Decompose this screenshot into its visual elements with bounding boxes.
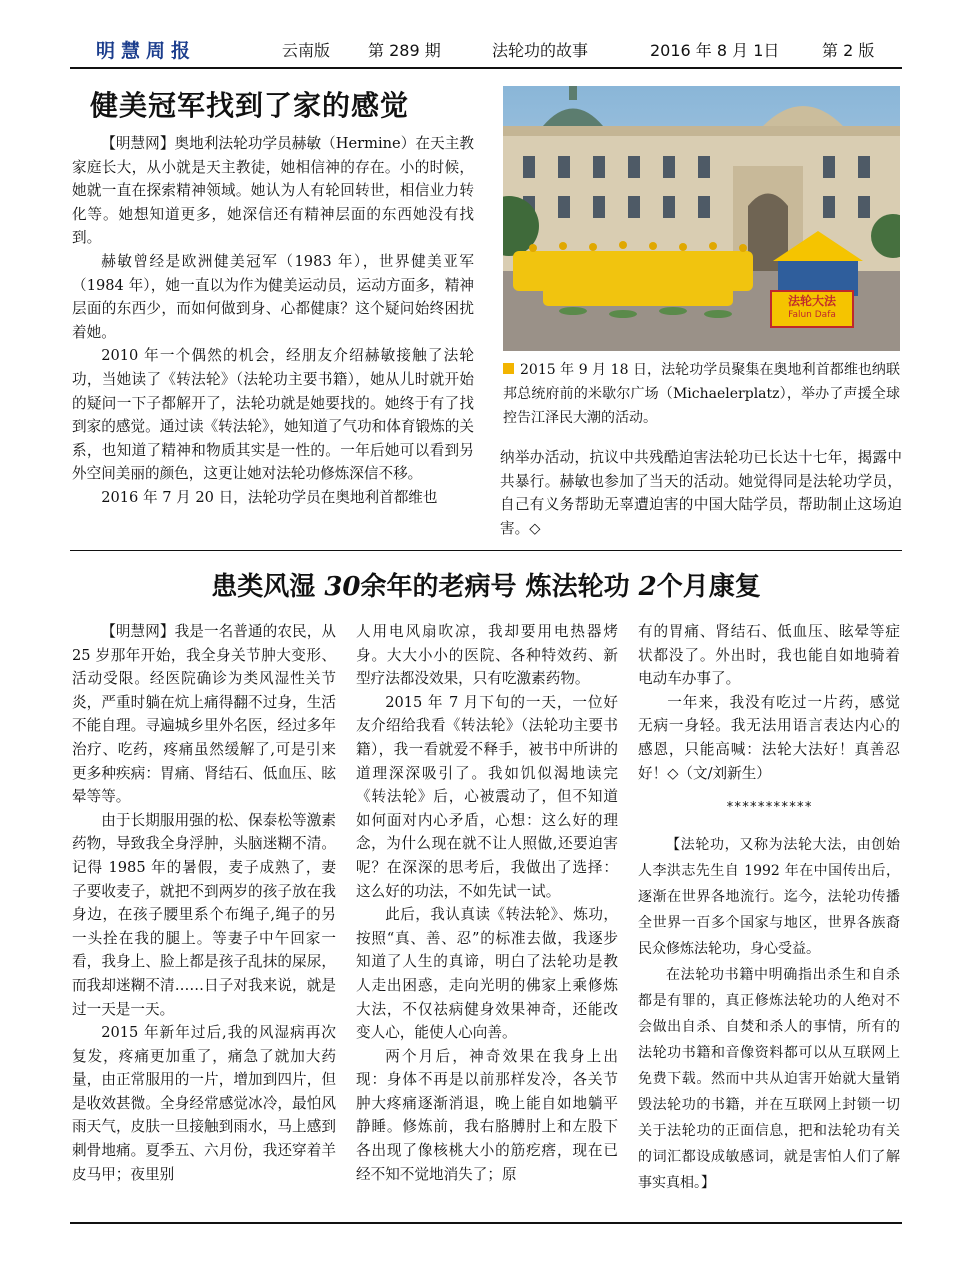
banner-subtext: Falun Dafa <box>788 310 836 320</box>
banner-text: 法轮大法 <box>787 294 836 308</box>
paragraph: 赫敏曾经是欧洲健美冠军（1983 年），世界健美亚军（1984 年），她一直以为作为健美运动员，运动方面多，精神层面的东西少，而如何做到身、心都健康？这个疑问始终困扰着她。 <box>72 252 474 341</box>
caption-text: 2015 年 9 月 18 日，法轮功学员聚集在奥地利首都维也纳联邦总统府前的米歇尔广场（Michaelerplatz），举办了声援全球控告江泽民大潮的活动。 <box>503 362 900 426</box>
section-divider <box>70 550 902 551</box>
photo-caption <box>503 358 900 430</box>
newspaper-logo: 明慧周报 <box>96 40 197 62</box>
page-number: 第 2 版 <box>822 41 875 60</box>
paragraph: 【明慧网】我是一名普通的农民，从 25 岁那年开始，我全身关节肿大变形、活动受限。经医院确诊为类风湿性关节炎，严重时躺在炕上痛得翻不过身，生活不能自理。寻遍城乡里外名医，经过多年治疗、吃药，疼痛虽然缓解了,可是引来更多种疾病：胃痛、肾结石、低血压、眩晕等等。 <box>72 623 336 806</box>
title-number: 2 <box>638 572 657 602</box>
masthead <box>70 34 902 64</box>
paragraph: 人用电风扇吹凉，我却要用电热器烤身。大大小小的医院、各种特效药、新型疗法都没效果，只有吃激素药物。 <box>356 623 618 688</box>
issue-date: 2016 年 8 月 1日 <box>650 41 780 60</box>
paragraph: 一年来，我没有吃过一片药，感觉无病一身轻。我无法用语言表达内心的感恩，只能高喊：法轮大法好！真善忍好！◇（文/刘新生） <box>638 693 900 782</box>
paragraph: 【明慧网】奥地利法轮功学员赫敏（Hermine）在天主教家庭长大，从小就是天主教徒，她相信神的存在。小的时候，她就一直在探索精神领域。她认为人有轮回转世，相信业力转化等。她想知道更多，她深信还有精神层面的东西她没有找到。 <box>72 135 474 247</box>
edition-label: 云南版 <box>282 41 331 60</box>
separator-stars: *********** <box>725 800 813 815</box>
paragraph: 由于长期服用强的松、保泰松等激素药物，导致我全身浮肿，头脑迷糊不清。记得 1985 年的暑假，麦子成熟了，妻子要收麦子，就把不到两岁的孩子放在我身边，在孩子腰里系个布绳子,绳子的另一头拴在我的腿上。等妻子中午回家一看，我身上、脸上都是孩子乱抹的屎尿，而我却迷糊不清……日子对我来说，就是过一天是一天。 <box>72 811 336 1018</box>
event-photo <box>503 86 900 351</box>
article-body <box>72 132 474 510</box>
title-number: 30 <box>324 572 361 602</box>
paragraph: 有的胃痛、肾结石、低血压、眩晕等症状都没了。外出时，我也能自如地骑着电动车办事了。 <box>638 623 900 688</box>
paragraph: 两个月后，神奇效果在我身上出现：身体不再是以前那样发冷，各关节肿大疼痛逐渐消退，晚上能自如地躺平静睡。修炼前，我右胳膊肘上和左股下各出现了像核桃大小的筋疙瘩，现在已经不知不觉地消失了；原 <box>356 1047 618 1183</box>
footer-rule <box>70 1222 902 1224</box>
article2-column-1 <box>72 620 336 1186</box>
article-title: 健美冠军找到了家的感觉 <box>90 89 410 122</box>
title-segment: 余年的老病号 炼法轮功 <box>360 572 630 602</box>
article2-title <box>70 566 902 603</box>
section-name: 法轮功的故事 <box>492 41 589 60</box>
paragraph: 纳举办活动，抗议中共残酷迫害法轮功已长达十七年，揭露中共暴行。赫敏也参加了当天的活动。她觉得同是法轮功学员，自己有义务帮助无辜遭迫害的中国大陆学员，帮助制止这场迫害。◇ <box>500 449 902 537</box>
falun-gong-intro <box>638 832 900 1196</box>
paragraph: 此后，我认真读《转法轮》、炼功，按照“真、善、忍”的标准去做，我逐步知道了人生的真谛，明白了法轮功是教人走出困惑，走向光明的佛家上乘修炼大法，不仅祛病健身效果神奇，还能改变人心，能使人心向善。 <box>356 906 618 1042</box>
paragraph: 2016 年 7 月 20 日，法轮功学员在奥地利首都维也 <box>101 488 438 506</box>
title-segment: 患类风湿 <box>211 572 316 602</box>
title-segment: 个月康复 <box>656 572 761 602</box>
caption-marker-icon <box>503 363 514 374</box>
paragraph: 2010 年一个偶然的机会，经朋友介绍赫敏接触了法轮功，当她读了《转法轮》（法轮功主要书籍），她从儿时就开始的疑问一下子都解开了，法轮功就是她要找的。她终于有了找到家的感觉。通过读《转法轮》，她知道了气功和体育锻炼的关系，也知道了精神和物质其实是一性的。一年后她可以看到另外空间美丽的颜色，这更让她对法轮功修炼深信不移。 <box>72 347 474 483</box>
article-continuation <box>500 446 902 540</box>
paragraph: 2015 年 7 月下旬的一天，一位好友介绍给我看《转法轮》（法轮功主要书籍），我一看就爱不释手，被书中所讲的道理深深吸引了。我如饥似渴地读完《转法轮》后，心被震动了，但不知道如何面对内心矛盾，心想：这么好的理念，为什么现在就不让人照做,还要迫害呢？在深深的思考后，我做出了选择：这么好的功法，不如先试一试。 <box>356 693 618 900</box>
paragraph: 【法轮功，又称为法轮大法，由创始人李洪志先生自 1992 年在中国传出后，逐渐在世界各地流行。迄今，法轮功传播全世界一百多个国家与地区，世界各族裔民众修炼法轮功，身心受益。 <box>638 837 900 957</box>
header-rule <box>70 67 902 69</box>
issue-number: 第 289 期 <box>368 41 441 60</box>
paragraph: 在法轮功书籍中明确指出杀生和自杀都是有罪的，真正修炼法轮功的人绝对不会做出自杀、自焚和杀人的事情，所有的法轮功书籍和音像资料都可以从互联网上免费下载。然而中共从迫害开始就大量销毁法轮功的书籍，并在互联网上封锁一切关于法轮功的正面信息，把和法轮功有关的词汇都设成敏感词，就是害怕人们了解事实真相。】 <box>638 967 900 1191</box>
article2-column-2 <box>356 620 618 1186</box>
paragraph: 2015 年新年过后,我的风湿病再次复发，疼痛更加重了，痛急了就加大药量，由正常服用的一片，增加到四片，但是收效甚微。全身经常感觉冰冷，最怕风雨天气，皮肤一旦接触到雨水，马上感到刺骨地痛。夏季五、六月份，我还穿着羊皮马甲；夜里别 <box>72 1024 336 1183</box>
article2-column-3 <box>638 620 900 785</box>
